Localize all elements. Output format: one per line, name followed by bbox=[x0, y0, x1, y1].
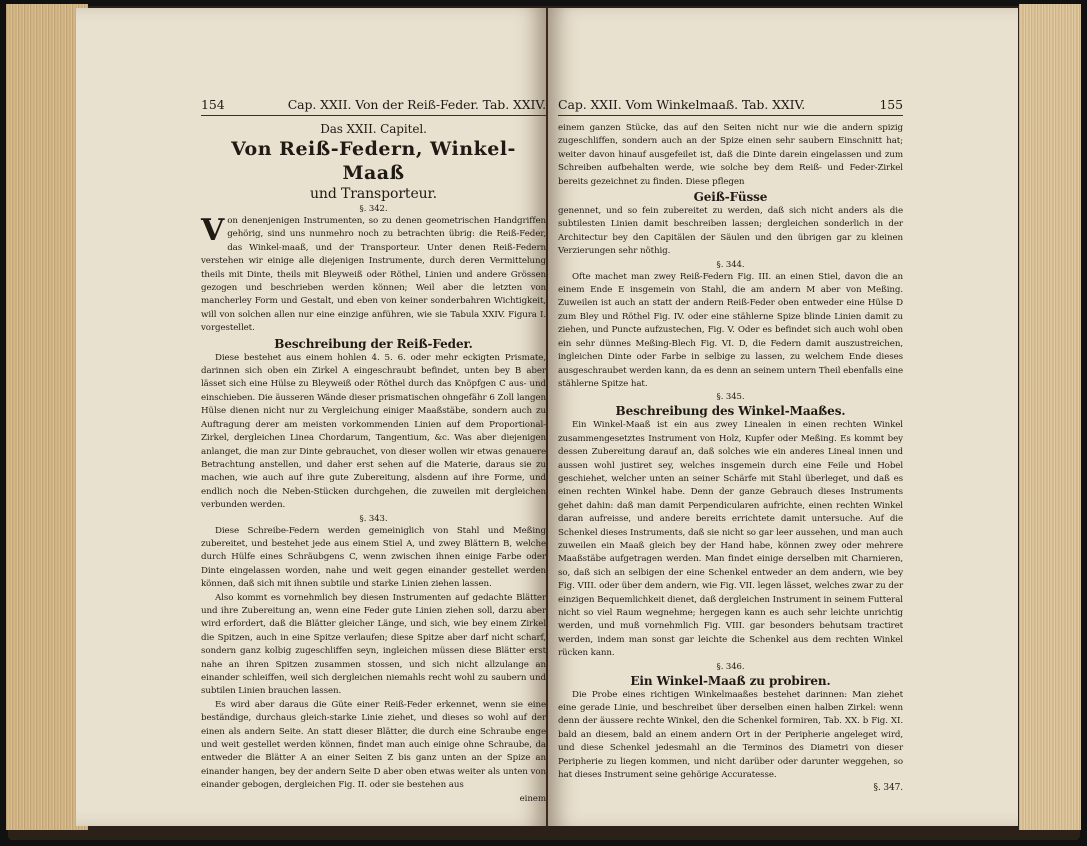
body-paragraph: Ofte machet man zwey Reiß-Federn Fig. III. an einen Stiel, davon die an einem Ende E insgemein von Stahl, die am andern M aber von Meßing. Zuweilen ist auch an statt der andern Reiß-Feder oben entweder eine Hülse D zum Bley und Röthel Fig. IV. oder eine stählerne Spize blinde Linien damit zu ziehen, und Puncte aufzustechen, Fig. V. Oder es befindet sich auch wohl oben ein sehr dünnes Meßing-Blech Fig. VI. D, die Federn damit auszustreichen, ingleichen Dinte oder Farbe in selbige zu lassen, zu welchem Ende dieses ausgeschraubet werden kann, da es denn an seinem untern Theil ebenfalls eine stählerne Spitze hat. bbox=[558, 271, 903, 389]
section-heading: Ein Winkel-Maaß zu probiren. bbox=[630, 673, 831, 688]
section-number: §. 344. bbox=[716, 259, 745, 270]
section-number: §. 343. bbox=[359, 513, 388, 524]
right-running-header bbox=[558, 97, 903, 116]
drop-capital: V bbox=[201, 213, 225, 248]
body-paragraph: genennet, und so fein zubereitet zu werden, daß sich nicht anders als die subtilesten Linien damit beschreiben lassen; dergleichen sonderlich in der Architectur bey den Capitälen der Säulen und den übrigen gar zu kleinen Verzierungen sehr nöthig. bbox=[558, 206, 903, 257]
section-heading: Beschreibung des Winkel-Maaßes. bbox=[615, 404, 846, 419]
left-running-header bbox=[201, 97, 546, 116]
left-header-title: Cap. XXII. Von der Reiß-Feder. Tab. XXIV. bbox=[287, 97, 546, 112]
section-number: §. 346. bbox=[716, 661, 745, 672]
chapter-title-line2: und Transporteur. bbox=[310, 186, 437, 202]
left-page-number: 154 bbox=[201, 97, 225, 112]
right-page-edges bbox=[1019, 4, 1081, 830]
intro-paragraph bbox=[201, 215, 546, 336]
right-header-title: Cap. XXII. Vom Winkelmaaß. Tab. XXIV. bbox=[558, 97, 806, 112]
intro-text: on denenjenigen Instrumenten, so zu denen geometrischen Handgriffen gehörig, sind uns nunmehro noch zu betrachten übrig: die Reiß-Feder, das Winkel-maaß, und der Transporteur. Unter denen Reiß-Federn verstehen wir einige alle diejenigen Instrumente, durch deren Vermittelung theils mit Dinte, theils mit Bleyweiß oder Röthel, Linien und andere Grössen gezogen und beschrieben werden können; Weil aber die letzten von mancherley Form und Gestalt, und eben von keiner sonderbahren Wichtigkeit, will von solchen allen nur eine einzige anführen, wie sie Tabula XXIV. Figura I. vorgestellet. bbox=[201, 216, 546, 334]
body-paragraph: Ein Winkel-Maaß ist ein aus zwey Linealen in einen rechten Winkel zusammengesetztes Instrument von Holz, Kupfer oder Meßing. Es kommt bey dessen Zubereitung darauf an, daß solches wie ein anderes Lineal innen und aussen wohl justiret sey, welches insgemein durch eine Feile und Hobel geschiehet, welcher unten an seiner Schärfe mit Stahl überleget, und daß es einen rechten Winkel habe. Denn der ganze Gebrauch dieses Instruments gehet dahin: daß man damit Perpendicularen aufrichte, einen rechten Winkel daran aufreisse, und andere bereits errichtete damit untersuche. Auf die Schenkel dieses Instruments, daß sie nicht so gar leer aussehen, und man auch zuweilen ein Maaß gleich bey der Hand habe, können zwey oder mehrere Maaßstäbe aufgetragen werden. Man findet einige derselben mit Charnieren, so, daß sich an selbigen der eine Schenkel entweder an dem andern, wie bey Fig. VIII. oder über dem andern, wie Fig. VII. legen lässet, welches zwar zu der einzigen Bequemlichkeit dienet, daß dergleichen Instrument in seinem Futteral nicht so viel Raum wegnehme; hergegen kann es auch sehr leichte unrichtig werden, und muß vornehmlich Fig. VIII. gar besonders behutsam tractiret werden, indem man sonst gar leichte die Schenkel aus dem rechten Winkel rücken kann. bbox=[558, 420, 903, 659]
catchword: einem bbox=[519, 793, 546, 804]
body-paragraph: Also kommt es vornehmlich bey diesen Instrumenten auf gedachte Blätter und ihre Zubereitung an, wenn eine Feder gute Linien ziehen soll, darzu aber wird erfordert, daß die Blätter gleicher Länge, und sich, wie bey einem Zirkel die Spitzen, auch in eine Spitze verlaufen; diese Spitze aber darf nicht scharf, sondern ganz kolbig zugeschliffen seyn, ingleichen müssen diese Blätter erst nahe an ihren Spitzen zusammen stossen, und sich nicht allzulange an einander schleiffen, weil sich dergleichen niemahls recht wohl zu saubern und subtilen Linien brauchen lassen. bbox=[201, 592, 546, 697]
section-number: §. 342. bbox=[359, 204, 388, 214]
right-page-text bbox=[558, 97, 903, 796]
chapter-label: Das XXII. Capitel. bbox=[320, 122, 427, 136]
chapter-title-line1: Von Reiß-Federn, Winkel-Maaß bbox=[231, 138, 516, 184]
section-heading: Beschreibung der Reiß-Feder. bbox=[274, 336, 473, 351]
catchword: §. 347. bbox=[873, 783, 903, 794]
section-heading: Geiß-Füsse bbox=[693, 190, 768, 205]
left-page-text bbox=[201, 97, 546, 806]
body-paragraph: Diese bestehet aus einem hohlen 4. 5. 6. oder mehr eckigten Prismate, darinnen sich oben ein Zirkel A eingeschraubt befindet, unten bey B aber lässet sich eine Hülse zu Bleyweiß oder Röthel durch das Knöpfgen C aus- und einschieben. Die äusseren Wände dieser prismatischen ohngefähr 6 Zoll langen Hülse dienen nicht nur zu Vergleichung einiger Maaßstäbe, sondern auch zu Auftragung derer am meisten vorkommenden Linien auf dem Proportional-Zirkel, dergleichen Linea Chordarum, Tangentium, &c. Was aber diejenigen anlanget, die man zur Dinte gebrauchet, von dieser wollen wir etwas genauere Betrachtung anstellen, und daher erst sehen auf die Materie, daraus sie zu machen, wie auch auf ihre gute Zubereitung, alsdenn auf ihre Forme, und endlich noch die Neben-Stücken durchgehen, die zuweilen mit dergleichen verbunden werden. bbox=[201, 352, 546, 511]
right-page bbox=[548, 8, 1018, 826]
section-number: §. 345. bbox=[716, 392, 745, 403]
body-paragraph: einem ganzen Stücke, das auf den Seiten nicht nur wie die andern spizig zugeschliffen, sondern auch an der Spize einen sehr saubern Einschnitt hat; weiter davon hinauf ausgefeilet ist, daß die Dinte darein eingelassen und zum Schreiben aufbehalten werde, wie solche bey dem Reiß- und Feder-Zirkel bereits gezeichnet zu finden. Diese pflegen bbox=[558, 123, 903, 187]
right-page-number: 155 bbox=[879, 97, 903, 112]
left-page bbox=[76, 8, 546, 826]
body-paragraph: Es wird aber daraus die Güte einer Reiß-Feder erkennet, wenn sie eine beständige, durchaus gleich-starke Linie ziehet, und dieses so wohl auf der einen als andern Seite. An statt dieser Blätter, die durch eine Schraube enge und weit gestellet werden können, findet man auch einige ohne Schraube, da entweder die Blätter A an einer Seiten Z bis ganz unten an der Spize an einander hangen, bey der andern Seite D aber oben etwas weiter als unten von einander gebogen, dergleichen Fig. II. oder sie bestehen aus bbox=[201, 699, 546, 791]
body-paragraph: Diese Schreibe-Federn werden gemeiniglich von Stahl und Meßing zubereitet, und bestehet jede aus einem Stiel A, und zwey Blättern B, welche durch Hülfe eines Schräubgens C, wenn zwischen ihnen einige Farbe oder Dinte eingelassen worden, nahe und weit gegen einander gestellet werden können, daß sich mit ihnen subtile und starke Linien ziehen lassen. bbox=[201, 525, 546, 590]
body-paragraph: Die Probe eines richtigen Winkelmaaßes bestehet darinnen: Man ziehet eine gerade Linie, und beschreibet über derselben einen halben Zirkel: wenn denn der äussere rechte Winkel, den die Schenkel formiren, Tab. XX. b Fig. XI. bald an diesem, bald an einem andern Ort in der Peripherie angeleget wird, und diese Schenkel jedesmahl an die Terminos des Diametri von dieser Peripherie zu liegen kommen, und nicht darüber oder darunter weggehen, so hat dieses Instrument seine gehörige Accuratesse. bbox=[558, 689, 903, 781]
